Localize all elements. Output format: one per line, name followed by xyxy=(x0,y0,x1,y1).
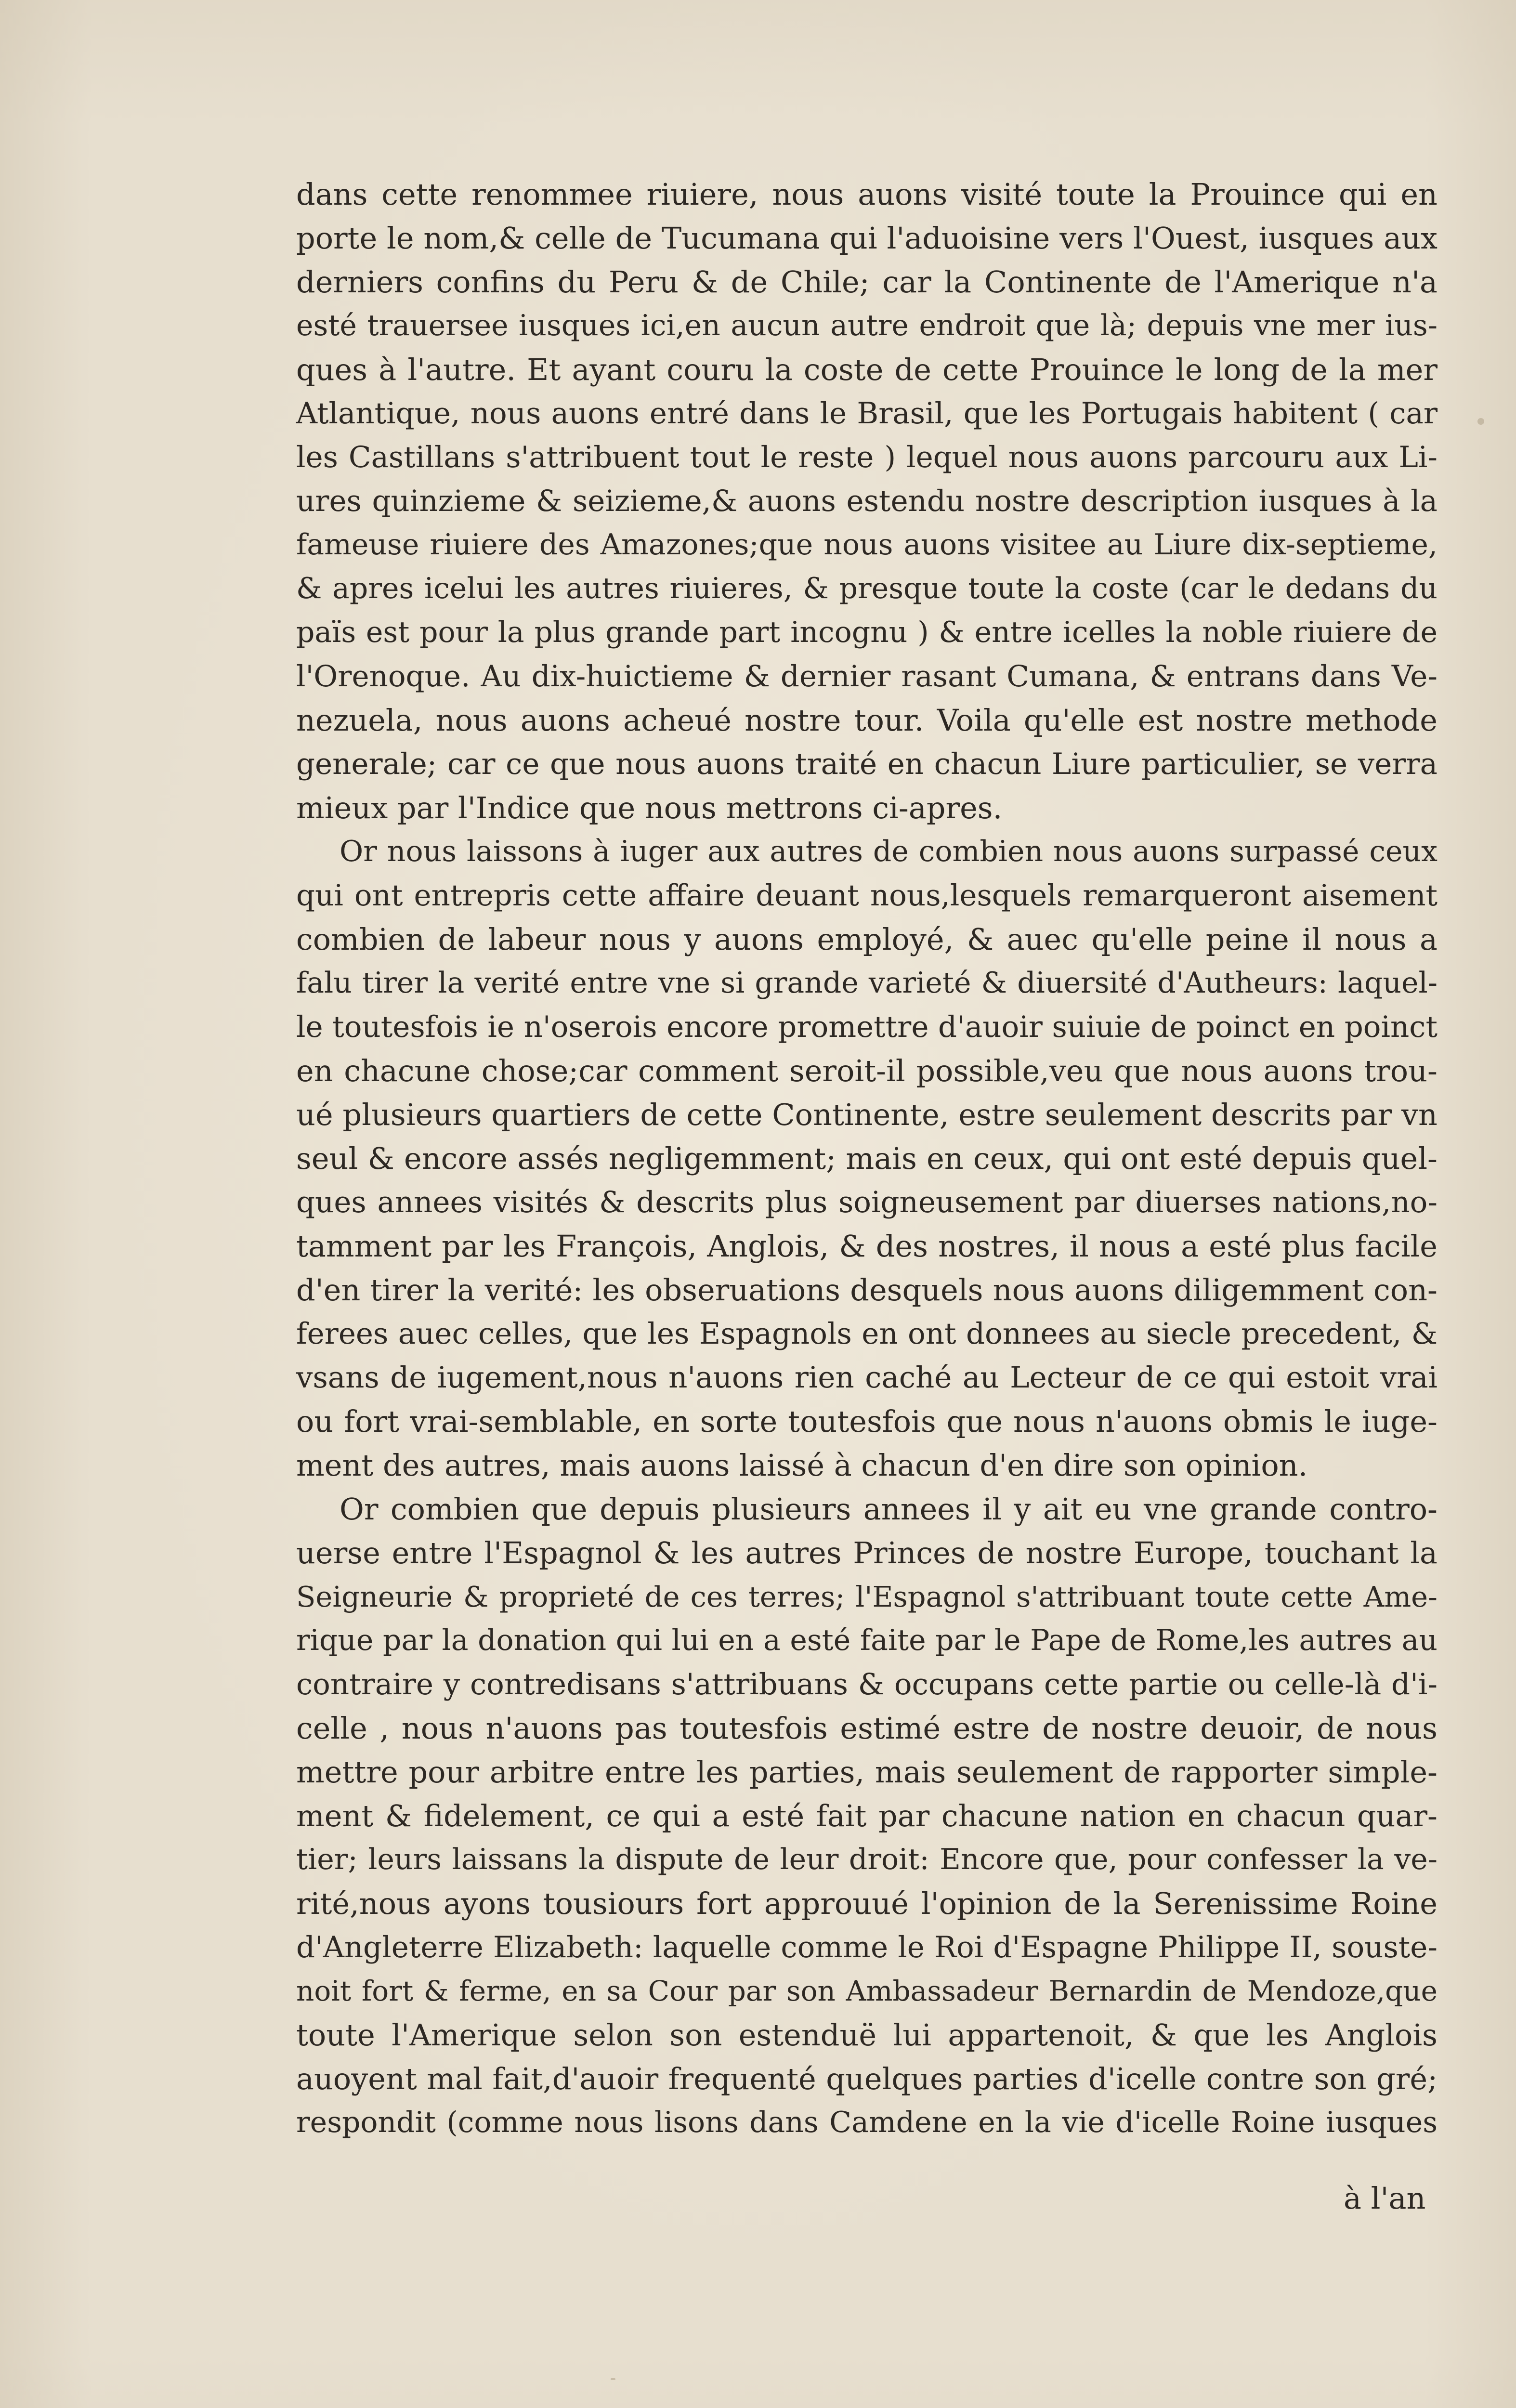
text-line: vsans de iugement,nous n'auons rien caché au Lecteur de ce qui estoit vrai xyxy=(296,1361,1438,1395)
catchword: à l'an xyxy=(1344,2181,1426,2216)
text-line: toute l'Amerique selon son estenduë lui appartenoit, & que les Anglois xyxy=(296,2017,1438,2053)
text-line: tamment par les François, Anglois, & des nostres, il nous a esté plus facile xyxy=(296,1229,1438,1264)
text-line: respondit (comme nous lisons dans Camdene en la vie d'icelle Roine iusques xyxy=(296,2106,1438,2139)
text-line: noit fort & ferme, en sa Cour par son Ambassadeur Bernardin de Mendoze,que xyxy=(296,1975,1438,2007)
text-line: ment & fidelement, ce qui a esté fait par chacune nation en chacun quar- xyxy=(296,1798,1438,1833)
text-line: ques annees visités & descrits plus soigneusement par diuerses nations,no- xyxy=(296,1185,1438,1219)
text-line: les Castillans s'attribuent tout le reste ) lequel nous auons parcouru aux Li- xyxy=(296,440,1438,474)
text-line: mieux par l'Indice que nous mettrons ci-apres. xyxy=(296,790,1003,825)
text-line: d'Angleterre Elizabeth: laquelle comme le Roi d'Espagne Philippe II, souste- xyxy=(296,1930,1438,1964)
text-line: porte le nom,& celle de Tucumana qui l'aduoisine vers l'Ouest, iusques aux xyxy=(296,221,1438,256)
text-line: ué plusieurs quartiers de cette Continente, estre seulement descrits par vn xyxy=(296,1097,1438,1132)
text-line: fameuse riuiere des Amazones;que nous auons visitee au Liure dix-septieme, xyxy=(296,528,1438,562)
text-line: ment des autres, mais auons laissé à chacun d'en dire son opinion. xyxy=(296,1448,1308,1483)
text-line: esté trauersee iusques ici,en aucun autre endroit que là; depuis vne mer ius- xyxy=(296,309,1438,342)
body-text xyxy=(296,172,1438,2145)
text-line: seul & encore assés negligemment; mais en ceux, qui ont esté depuis quel- xyxy=(296,1141,1438,1176)
paper-blemish xyxy=(1477,418,1484,425)
text-line: rité,nous ayons tousiours fort approuué l'opinion de la Serenissime Roine xyxy=(296,1886,1438,1921)
text-line: combien de labeur nous y auons employé, & auec qu'elle peine il nous a xyxy=(296,922,1438,957)
paragraph-start-line: Or nous laissons à iuger aux autres de combien nous auons surpassé ceux xyxy=(340,835,1438,868)
text-line: ques à l'autre. Et ayant couru la coste de cette Prouince le long de la mer xyxy=(296,352,1438,387)
text-line: auoyent mal fait,d'auoir frequenté quelques parties d'icelle contre son gré; xyxy=(296,2061,1438,2096)
text-line: tier; leurs laissans la dispute de leur droit: Encore que, pour confesser la ve- xyxy=(296,1843,1438,1876)
text-line: d'en tirer la verité: les obseruations desquels nous auons diligemment con- xyxy=(296,1272,1438,1308)
text-line: qui ont entrepris cette affaire deuant nous,lesquels remarqueront aisement xyxy=(296,878,1438,913)
text-line: ferees auec celles, que les Espagnols en ont donnees au siecle precedent, & xyxy=(296,1317,1438,1351)
text-line: derniers confins du Peru & de Chile; car la Continente de l'Amerique n'a xyxy=(296,264,1438,300)
text-line: païs est pour la plus grande part incognu ) & entre icelles la noble riuiere de xyxy=(296,615,1438,649)
text-line: celle , nous n'auons pas toutesfois estimé estre de nostre deuoir, de nous xyxy=(296,1711,1438,1746)
text-line: Atlantique, nous auons entré dans le Brasil, que les Portugais habitent ( car xyxy=(296,396,1438,431)
text-line: nezuela, nous auons acheué nostre tour. Voila qu'elle est nostre methode xyxy=(296,703,1438,738)
text-line: uerse entre l'Espagnol & les autres Princes de nostre Europe, touchant la xyxy=(296,1535,1438,1570)
text-line: en chacune chose;car comment seroit-il possible,veu que nous auons trou- xyxy=(296,1053,1438,1088)
text-line: ou fort vrai-semblable, en sorte toutesfois que nous n'auons obmis le iuge- xyxy=(296,1404,1438,1439)
text-line: Seigneurie & proprieté de ces terres; l'Espagnol s'attribuant toute cette Ame- xyxy=(296,1580,1438,1613)
text-line: & apres icelui les autres riuieres, & presque toute la coste (car le dedans du xyxy=(296,572,1438,605)
paper-blemish xyxy=(611,2378,615,2380)
text-line: contraire y contredisans s'attribuans & occupans cette partie ou celle-là d'i- xyxy=(296,1667,1438,1701)
text-line: le toutesfois ie n'oserois encore promettre d'auoir suiuie de poinct en poinct xyxy=(296,1010,1438,1044)
paragraph-start-line: Or combien que depuis plusieurs annees il y ait eu vne grande contro- xyxy=(340,1492,1438,1527)
text-line: mettre pour arbitre entre les parties, mais seulement de rapporter simple- xyxy=(296,1754,1438,1790)
text-line: falu tirer la verité entre vne si grande varieté & diuersité d'Autheurs: laquel- xyxy=(296,966,1438,1000)
text-line: dans cette renommee riuiere, nous auons visité toute la Prouince qui en xyxy=(296,177,1438,212)
text-line: rique par la donation qui lui en a esté faite par le Pape de Rome,les autres au xyxy=(296,1623,1438,1657)
text-line: l'Orenoque. Au dix-huictieme & dernier rasant Cumana, & entrans dans Ve- xyxy=(296,659,1438,694)
text-line: ures quinzieme & seizieme,& auons estendu nostre description iusques à la xyxy=(296,484,1438,518)
text-line: generale; car ce que nous auons traité en chacun Liure particulier, se verra xyxy=(296,747,1438,781)
